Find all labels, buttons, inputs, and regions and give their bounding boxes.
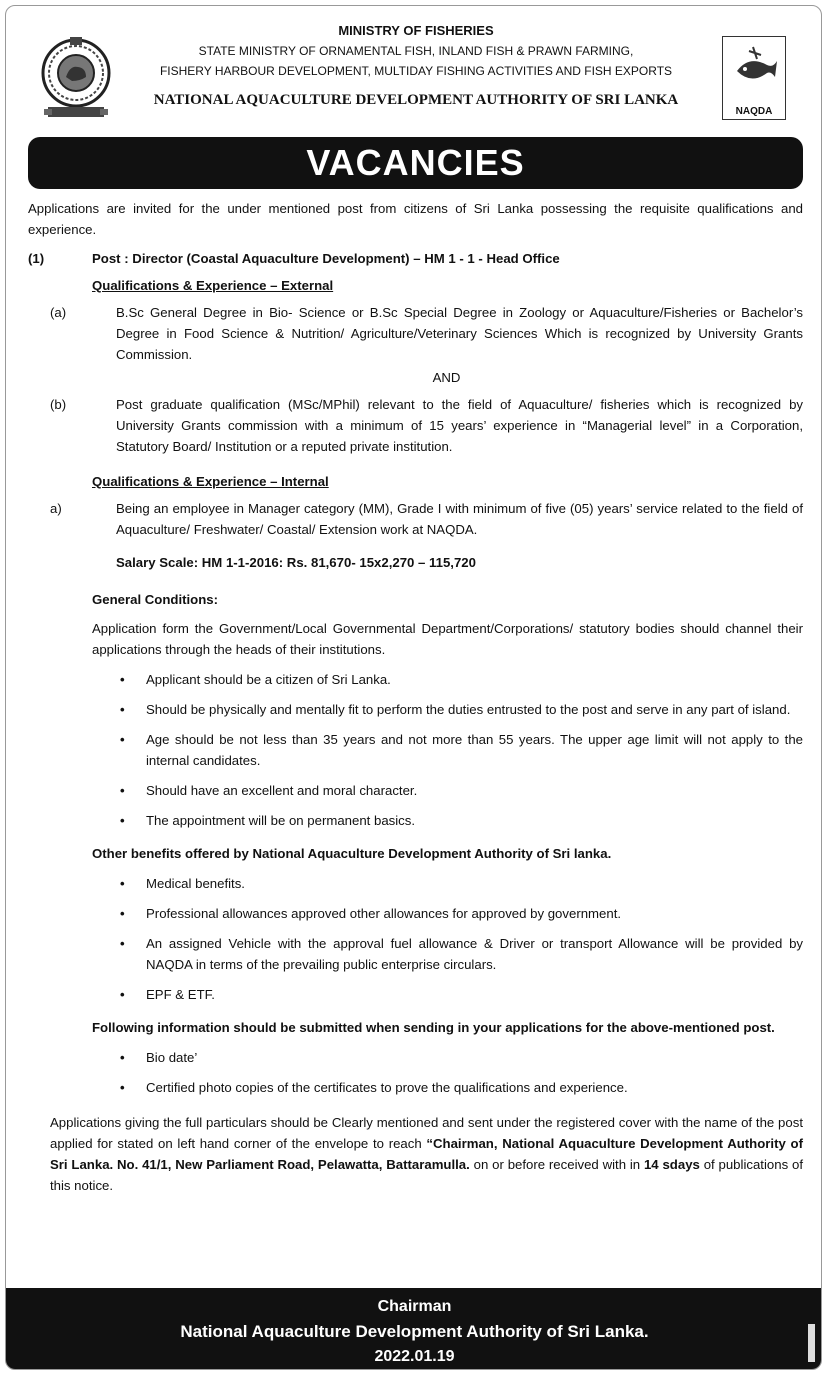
intro-paragraph: Applications are invited for the under mentioned post from citizens of Sri Lanka possessing the requisite qualifications and experience.: [28, 201, 803, 237]
naqda-logo-label: NAQDA: [735, 106, 773, 117]
signatory-title: Chairman: [377, 1298, 452, 1315]
post-title-row: [28, 248, 822, 269]
vacancy-notice: [5, 5, 822, 1370]
instructions-text: Applications giving the full particulars should be Clearly mentioned and sent under the registered cover with the name of the post applied for stated on left hand corner of the envelope to reach: [50, 1115, 803, 1151]
submission-list: [6, 1047, 822, 1098]
list-item: • Bio date’: [146, 1047, 803, 1068]
general-conditions-list: [6, 669, 822, 831]
external-item-b: [50, 394, 803, 457]
post-title: Post : Director (Coastal Aquaculture Development) – HM 1 - 1 - Head Office: [92, 251, 560, 266]
notice-date: 2022.01.19: [374, 1348, 455, 1365]
naqda-logo: [722, 36, 786, 120]
submission-heading: Following information should be submitted when sending in your applications for the above-mentioned post.: [92, 1020, 775, 1035]
list-item: • Should have an excellent and moral character.: [146, 780, 803, 801]
item-key: a): [50, 501, 62, 516]
and-separator: AND: [432, 370, 461, 385]
application-instructions: [50, 1112, 803, 1196]
deadline-days: 14 sdays: [643, 1157, 700, 1172]
list-item: • Certified photo copies of the certificates to prove the qualifications and experience.: [146, 1077, 803, 1098]
benefits-list: [6, 873, 822, 1005]
item-text: B.Sc General Degree in Bio- Science or B.Sc Special Degree in Zoology or Aquaculture/Fisheries or Bachelor’s Degree in Food Science & Nutrition/ Agriculture/Veterinary Sciences Which is recognized by University Grants Commission.: [116, 305, 803, 362]
list-item: • The appointment will be on permanent basics.: [146, 810, 803, 831]
external-item-a: [50, 302, 803, 365]
instructions-text: on or before received with in: [469, 1157, 644, 1172]
list-item: • Applicant should be a citizen of Sri Lanka.: [146, 669, 803, 690]
signature-footer: [6, 1288, 822, 1370]
item-text: Being an employee in Manager category (MM), Grade I with minimum of five (05) years’ service related to the field of Aquaculture/ Freshwater/ Coastal/ Extension work at NAQDA.: [116, 501, 803, 537]
instructions-text: of publications of this notice.: [50, 1157, 803, 1193]
internal-qualifications-heading: Qualifications & Experience – Internal: [92, 474, 329, 489]
authority-name: NATIONAL AQUACULTURE DEVELOPMENT AUTHORITY OF SRI LANKA: [153, 92, 679, 108]
footer-mark: [808, 1324, 815, 1362]
item-key: (a): [50, 305, 67, 320]
item-text: Post graduate qualification (MSc/MPhil) relevant to the field of Aquaculture/ fisheries which is recognized by University Grants commission with a minimum of 15 years’ experience in “Managerial level” in a Corporation, Statutory Board/ Institution or a reputed private institution.: [116, 397, 803, 454]
item-key: (b): [50, 397, 67, 412]
post-number: (1): [28, 251, 45, 266]
state-ministry-line-1: STATE MINISTRY OF ORNAMENTAL FISH, INLAND FISH & PRAWN FARMING,: [198, 44, 634, 58]
benefits-heading: Other benefits offered by National Aquaculture Development Authority of Sri lanka.: [92, 846, 612, 861]
list-item: • Professional allowances approved other allowances for approved by government.: [146, 903, 803, 924]
notice-body: [6, 198, 822, 1196]
list-item: • Age should be not less than 35 years and not more than 55 years. The upper age limit will not apply to the internal candidates.: [146, 729, 803, 771]
postal-address: “Chairman, National Aquaculture Development Authority of Sri Lanka. No. 41/1, New Parliament Road, Pelawatta, Battaramulla.: [50, 1136, 803, 1172]
list-item: • Should be physically and mentally fit to perform the duties entrusted to the post and serve in any part of island.: [146, 699, 803, 720]
letterhead: [6, 6, 821, 130]
external-qualifications-heading: Qualifications & Experience – External: [92, 278, 334, 293]
list-item: • Medical benefits.: [146, 873, 803, 894]
ministry-name: MINISTRY OF FISHERIES: [338, 23, 494, 38]
internal-item-a: [50, 498, 803, 540]
fish-logo-icon: [723, 37, 785, 99]
list-item: • EPF & ETF.: [146, 984, 803, 1005]
vacancies-banner: VACANCIES: [28, 137, 803, 189]
list-item: • An assigned Vehicle with the approval fuel allowance & Driver or transport Allowance will be provided by NAQDA in terms of the prevailing public enterprise circulars.: [146, 933, 803, 975]
signatory-organization: National Aquaculture Development Authority of Sri Lanka.: [180, 1322, 649, 1341]
salary-scale: Salary Scale: HM 1-1-2016: Rs. 81,670- 15x2,270 – 115,720: [116, 555, 476, 570]
sri-lanka-emblem-icon: [40, 33, 112, 121]
general-conditions-heading: General Conditions:: [92, 592, 219, 607]
general-conditions-text: Application form the Government/Local Governmental Department/Corporations/ statutory bodies should channel their applications through the heads of their institutions.: [92, 621, 803, 657]
state-ministry-line-2: FISHERY HARBOUR DEVELOPMENT, MULTIDAY FISHING ACTIVITIES AND FISH EXPORTS: [159, 64, 673, 78]
